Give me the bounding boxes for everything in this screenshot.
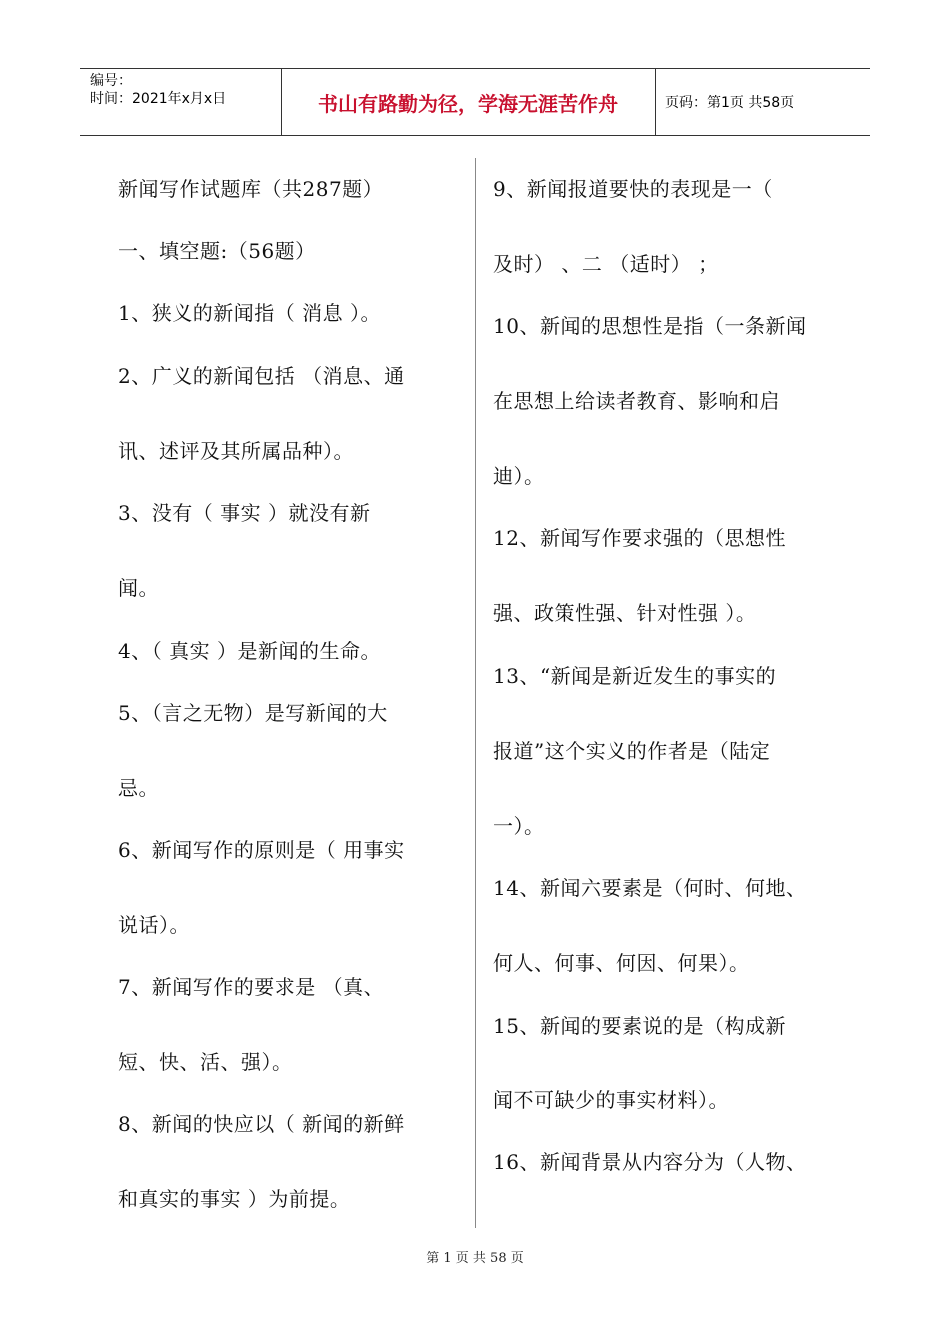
text-line: 1、狭义的新闻指（ 消息 ）。 <box>118 301 381 325</box>
column-divider <box>475 158 476 1228</box>
header-divider-right <box>655 68 656 136</box>
text-line: 闻不可缺少的事实材料）。 <box>493 1088 729 1112</box>
page-footer: 第 1 页 共 58 页 <box>426 1251 524 1266</box>
text-line: 8、新闻的快应以（ 新闻的新鲜 <box>118 1112 405 1136</box>
text-line: 一、填空题:（56题） <box>118 239 316 263</box>
number-label: 编号： <box>90 73 132 89</box>
text-line: 忌。 <box>118 776 159 800</box>
text-line: 和真实的事实 ）为前提。 <box>118 1187 351 1211</box>
text-line: 15、新闻的要素说的是（构成新 <box>493 1014 786 1038</box>
text-line: 一）。 <box>493 814 545 838</box>
text-line: 及时） 、二 （适时） ； <box>493 252 719 276</box>
header-meta <box>90 72 226 108</box>
text-line: 说话）。 <box>118 913 190 937</box>
text-line: 报道”这个实义的作者是（陆定 <box>493 739 771 763</box>
text-line: 9、新闻报道要快的表现是一（ <box>493 177 773 201</box>
text-line: 强、政策性强、针对性强 ）。 <box>493 601 757 625</box>
text-line: 闻。 <box>118 576 159 600</box>
text-line: 10、新闻的思想性是指（一条新闻 <box>493 314 807 338</box>
text-line: 12、新闻写作要求强的（思想性 <box>493 526 786 550</box>
text-line: 在思想上给读者教育、影响和启 <box>493 389 780 413</box>
header-motto: 书山有路勤为径，学海无涯苦作舟 <box>318 91 618 116</box>
header-page-info: 页码：第1页 共58页 <box>665 95 795 111</box>
text-line: 14、新闻六要素是（何时、何地、 <box>493 876 807 900</box>
text-line: 3、没有（ 事实 ）就没有新 <box>118 501 371 525</box>
text-line: 短、快、活、强）。 <box>118 1050 293 1074</box>
text-line: 讯、述评及其所属品种）。 <box>118 439 354 463</box>
text-line: 何人、何事、何因、何果）。 <box>493 951 750 975</box>
text-line: 7、新闻写作的要求是 （真、 <box>118 975 385 999</box>
text-line: 新闻写作试题库（共287题） <box>118 177 384 201</box>
text-line: 迪）。 <box>493 464 545 488</box>
text-line: 4、（ 真实 ）是新闻的生命。 <box>118 639 381 663</box>
text-line: 16、新闻背景从内容分为（人物、 <box>493 1150 807 1174</box>
text-line: 5、（言之无物）是写新闻的大 <box>118 701 388 725</box>
page-header <box>80 68 870 136</box>
text-line: 2、广义的新闻包括 （消息、通 <box>118 364 405 388</box>
text-line: 13、“新闻是新近发生的事实的 <box>493 664 777 688</box>
time-label: 时间：2021年x月x日 <box>90 91 227 107</box>
text-line: 6、新闻写作的原则是（ 用事实 <box>118 838 405 862</box>
